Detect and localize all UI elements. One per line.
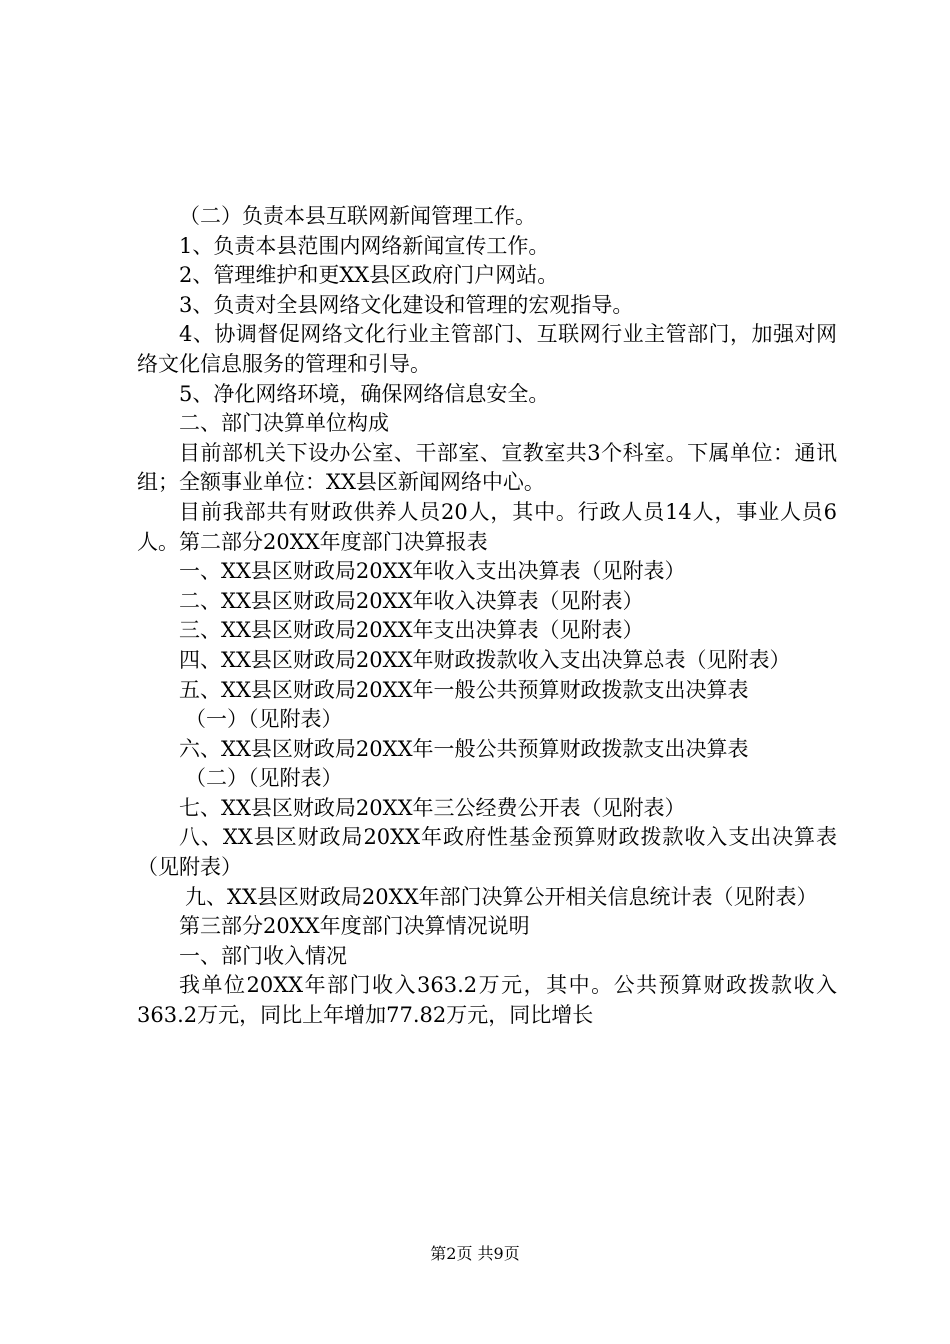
section-heading-unit-structure: 二、部门决算单位构成 bbox=[179, 411, 389, 436]
report-item-2: 二、XX县区财政局20XX年收入决算表（见附表） bbox=[179, 588, 644, 613]
report-item-9: 九、XX县区财政局20XX年部门决算公开相关信息统计表（见附表） bbox=[185, 884, 818, 909]
paragraph-item-2: 2、管理维护和更XX县区政府门户网站。 bbox=[179, 263, 559, 288]
paragraph-item-5: 5、净化网络环境，确保网络信息安全。 bbox=[179, 381, 550, 406]
report-item-5: 五、XX县区财政局20XX年一般公共预算财政拨款支出决算表 bbox=[179, 677, 749, 702]
paragraph-item-3: 3、负责对全县网络文化建设和管理的宏观指导。 bbox=[179, 292, 634, 317]
report-item-4: 四、XX县区财政局20XX年财政拨款收入支出决算总表（见附表） bbox=[179, 647, 791, 672]
page-number-label: 第2页 共9页 bbox=[430, 1244, 520, 1263]
report-item-1: 一、XX县区财政局20XX年收入支出决算表（见附表） bbox=[179, 559, 686, 584]
paragraph-income-details: 我单位20XX年部门收入363.2万元，其中。公共预算财政拨款收入363.2万元，同比上年增加77.82万元，同比增长 bbox=[137, 973, 837, 1028]
paragraph-departments: 目前部机关下设办公室、干部室、宣教室共3个科室。下属单位：通讯组；全额事业单位：XX县区新闻网络中心。 bbox=[137, 440, 837, 495]
section-heading-part-three: 第三部分20XX年度部门决算情况说明 bbox=[179, 914, 530, 939]
page-footer bbox=[0, 1244, 950, 1264]
report-item-8: 八、XX县区财政局20XX年政府性基金预算财政拨款收入支出决算表（见附表） bbox=[137, 825, 837, 880]
report-item-7: 七、XX县区财政局20XX年三公经费公开表（见附表） bbox=[179, 795, 686, 820]
report-item-6: 六、XX县区财政局20XX年一般公共预算财政拨款支出决算表 bbox=[179, 736, 749, 761]
section-heading-income: 一、部门收入情况 bbox=[179, 943, 347, 968]
report-item-6-sub: （二）（见附表） bbox=[185, 766, 343, 791]
paragraph-item-4: 4、协调督促网络文化行业主管部门、互联网行业主管部门，加强对网络文化信息服务的管理和引导。 bbox=[137, 322, 837, 376]
paragraph-staffing: 目前我部共有财政供养人员20人，其中。行政人员14人，事业人员6人。第二部分20XX年度部门决算报表 bbox=[137, 499, 837, 554]
report-item-5-sub: （一）（见附表） bbox=[185, 707, 343, 732]
document-body bbox=[137, 202, 837, 1031]
report-item-3: 三、XX县区财政局20XX年支出决算表（见附表） bbox=[179, 618, 644, 643]
paragraph-internet-news-duty: （二）负责本县互联网新闻管理工作。 bbox=[179, 204, 536, 228]
paragraph-item-1: 1、负责本县范围内网络新闻宣传工作。 bbox=[179, 233, 550, 258]
